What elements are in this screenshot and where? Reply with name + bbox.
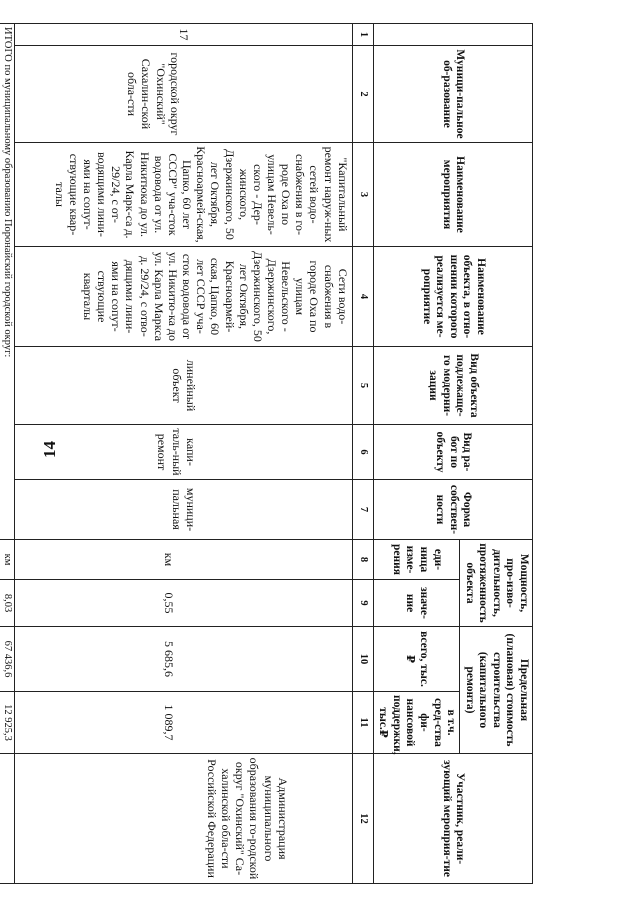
header-measure: Наименование мероприятия	[373, 143, 532, 247]
col-number: 7	[352, 480, 373, 540]
ownership-cell: муници-пальная	[169, 487, 198, 532]
header-municipality: Муници-пальное об-разование	[373, 46, 532, 143]
municipality-total-label: ИТОГО по муниципальному образованию Поронайский городской округ:	[0, 24, 15, 540]
table-row	[15, 24, 353, 884]
object-type-cell: линейный объект	[169, 359, 198, 412]
header-cost-support: в т.ч. сред-ства фи-нансовой поддержки, тыс.₽	[373, 692, 459, 754]
municipality-total-value: 8,03	[0, 580, 15, 627]
header-value: значе-ние	[373, 580, 459, 627]
col-number: 11	[352, 692, 373, 754]
col-number: 4	[352, 247, 373, 347]
work-type-cell: капи-таль-ный ремонт	[155, 428, 198, 476]
header-cost-total: всего, тыс.₽	[373, 627, 459, 692]
header-object-type: Вид объекта подлежаще-го модерни-зации	[373, 347, 532, 425]
col-number: 6	[352, 425, 373, 480]
municipality-total-cost: 67 436,6	[0, 627, 15, 692]
municipality-total-support: 12 925,3	[0, 692, 15, 754]
col-number: 3	[352, 143, 373, 247]
header-object: Наименование объекта, в отно-шении которого реализуется ме-роприятие	[373, 247, 532, 347]
rotated-page	[0, 23, 533, 883]
col-number: 5	[352, 347, 373, 425]
municipality-cell: городской округ "Охинский" Сахалин-ской обла-сти	[125, 52, 182, 136]
header-unit: еди-ница изме-рения	[373, 540, 459, 580]
measure-cell: "Капитальный ремонт наруж-ных сетей водо-снабжения в го-роде Оха по улицам Невель-ского - Дер-жинского, Дзержинского, 50 лет Октября, Красноармей-ская, Цапко, 60 лет СССР" уча-сток водовода от ул. Никитюка до ул. Карла Марк-са д. 29/24, с от-водящими лини-ями на сопут-ствующие квар-талы	[15, 143, 353, 247]
col-number: 12	[352, 754, 373, 884]
header-cost: Предельная (плановая) стоимость строительства (капитального ремонта)	[460, 627, 533, 754]
objects-table	[0, 23, 533, 884]
cost-total-cell: 5 685,6	[161, 641, 176, 677]
header-participant: Участник, реали-зующий мероприя-тие	[373, 754, 532, 884]
header-col-1	[373, 24, 532, 46]
header-capacity: Мощность, про-изво-дительность, протяженность объекта	[460, 540, 533, 627]
value-cell: 0,55	[161, 592, 176, 614]
col-number: 1	[352, 24, 373, 46]
col-number: 2	[352, 46, 373, 143]
header-work-type: Вид ра-бот по объекту	[373, 425, 532, 480]
header-ownership: Форма собствен-ности	[373, 480, 532, 540]
col-number: 9	[352, 580, 373, 627]
page-number: 14	[40, 441, 59, 458]
col-number: 8	[352, 540, 373, 580]
column-number-row	[352, 24, 373, 884]
unit-cell: км	[161, 552, 176, 567]
object-cell: Сети водо-снабжения в городе Оха по улицам Невельского - Дзержинского, Дзержинского, 50 лет Октября, Красноармей-ская, Цапко, 60 лет СССР уча-сток водовода от ул. Никитю-ка до ул. Карла Маркса д. 29/24, с отво-дящими лини-ями на сопут-ствующие кварталы	[15, 247, 353, 347]
cost-support-cell: 1 089,7	[161, 704, 176, 741]
header-row-1	[460, 24, 533, 884]
municipality-total-row	[0, 24, 15, 884]
participant-cell: Администрация муниципального образования го-родской округ "Охинский" Са-халинской обла-сти Российской Федерации	[205, 757, 290, 880]
row-number: 17	[15, 24, 353, 46]
municipality-total-unit: км	[0, 540, 15, 580]
col-number: 10	[352, 627, 373, 692]
